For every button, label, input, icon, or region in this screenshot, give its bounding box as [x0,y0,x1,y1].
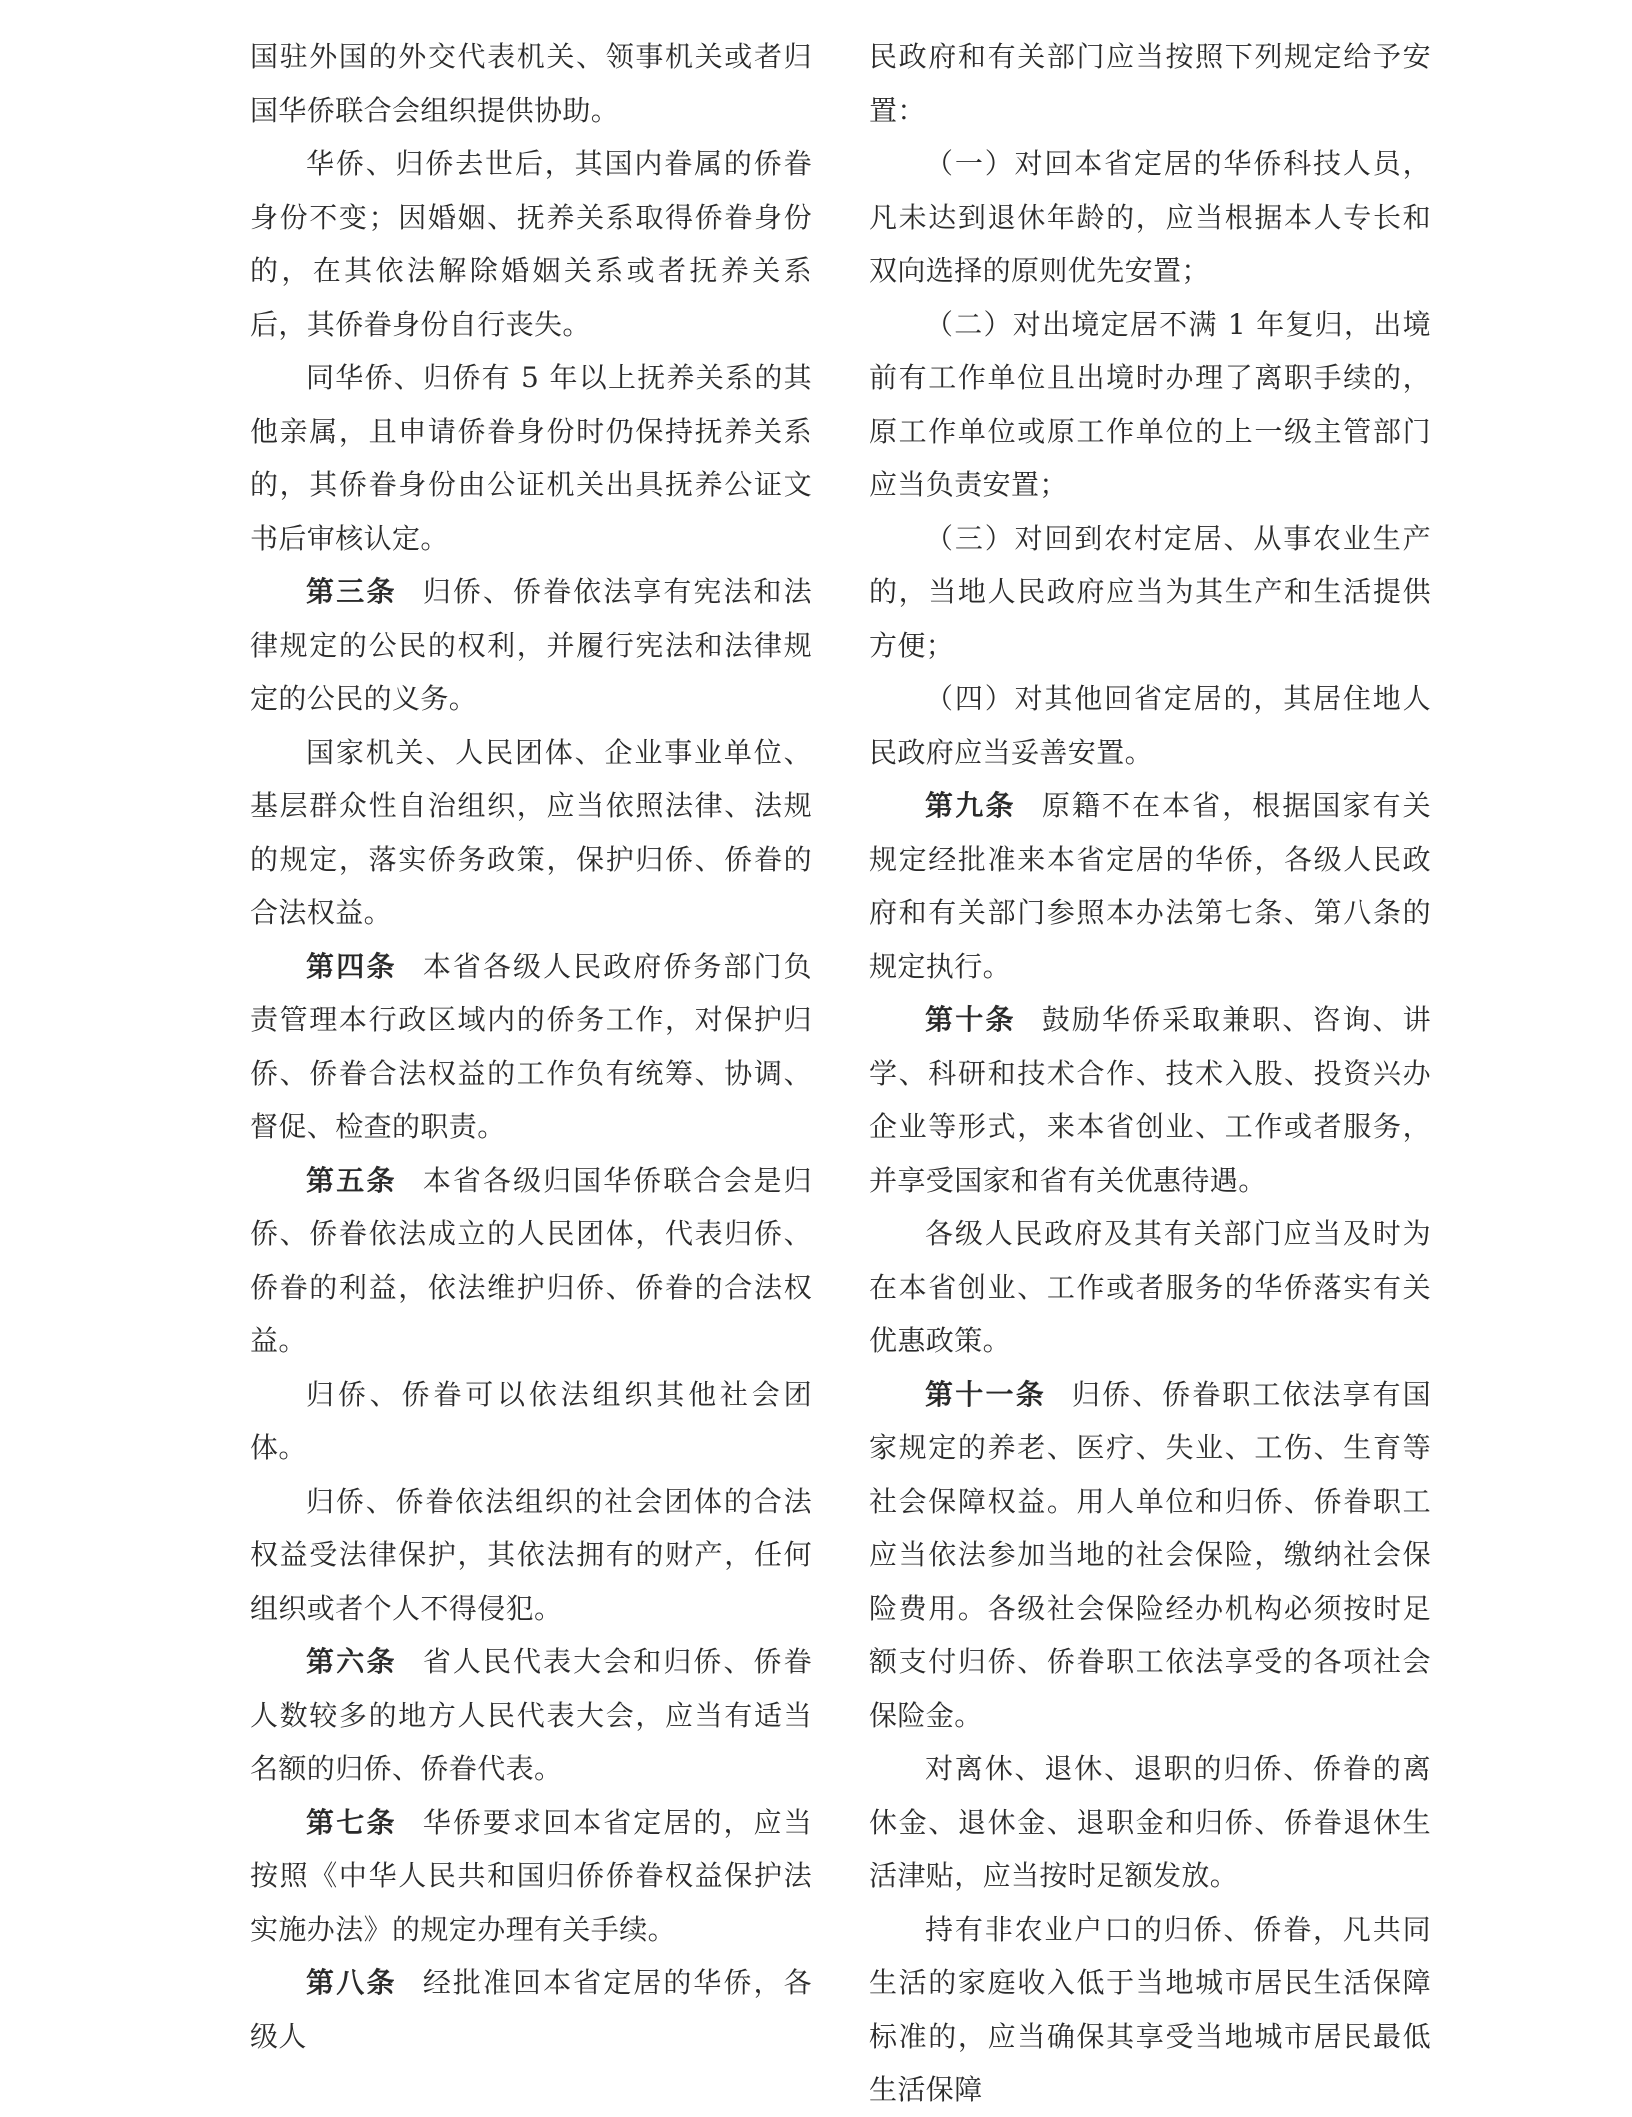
paragraph: 持有非农业户口的归侨、侨眷，凡共同生活的家庭收入低于当地城市居民生活保障标准的，应当确保其享受当地城市居民最低生活保障 [869,1912,1431,2106]
left-column [250,30,812,2063]
paragraph: 国家机关、人民团体、企业事业单位、基层群众性自治组织，应当依照法律、法规的规定，落实侨务政策，保护归侨、侨眷的合法权益。 [250,735,812,929]
article-9 [869,779,1431,993]
article-text: 本省各级人民政府侨务部门负责管理本行政区域内的侨务工作，对保护归侨、侨眷合法权益的工作负有统筹、协调、督促、检查的职责。 [250,949,813,1143]
paragraph: 各级人民政府及其有关部门应当及时为在本省创业、工作或者服务的华侨落实有关优惠政策。 [869,1217,1431,1357]
paragraph: 归侨、侨眷可以依法组织其他社会团体。 [250,1377,812,1464]
article-text: 鼓励华侨采取兼职、咨询、讲学、科研和技术合作、技术入股、投资兴办企业等形式，来本省创业、工作或者服务，并享受国家和省有关优惠待遇。 [869,1003,1432,1197]
paragraph: 国驻外国的外交代表机关、领事机关或者归国华侨联合会组织提供协助。 [250,40,812,127]
article-8 [250,1956,812,2063]
article-3 [250,565,812,726]
article-number: 第七条 [306,1805,397,1839]
article-4 [250,940,812,1154]
article-number: 第四条 [306,949,397,983]
article-number: 第十一条 [925,1377,1047,1411]
article-number: 第八条 [306,1966,397,1999]
article-number: 第五条 [306,1163,397,1197]
article-text: 原籍不在本省，根据国家有关规定经批准来本省定居的华侨，各级人民政府和有关部门参照本办法第七条、第八条的规定执行。 [869,789,1432,983]
paragraph: 对离休、退休、退职的归侨、侨眷的离休金、退休金、退职金和归侨、侨眷退休生活津贴，应当按时足额发放。 [869,1752,1431,1892]
list-item: （四）对其他回省定居的，其居住地人民政府应当妥善安置。 [869,682,1431,769]
article-text: 华侨要求回本省定居的，应当按照《中华人民共和国归侨侨眷权益保护法实施办法》的规定办理有关手续。 [250,1805,813,1946]
article-text: 经批准回本省定居的华侨，各级人 [250,1966,813,2053]
article-text: 本省各级归国华侨联合会是归侨、侨眷依法成立的人民团体，代表归侨、侨眷的利益，依法维护归侨、侨眷的合法权益。 [250,1163,813,1357]
right-column [869,30,1431,2117]
list-item: （一）对回本省定居的华侨科技人员，凡未达到退休年龄的，应当根据本人专长和双向选择的原则优先安置； [869,147,1431,287]
article-6 [250,1635,812,1796]
article-number: 第三条 [306,575,397,608]
article-11 [869,1368,1431,1743]
paragraph: 民政府和有关部门应当按照下列规定给予安置： [869,40,1431,127]
article-number: 第九条 [925,789,1016,822]
article-text: 归侨、侨眷职工依法享有国家规定的养老、医疗、失业、工伤、生育等社会保障权益。用人单位和归侨、侨眷职工应当依法参加当地的社会保险，缴纳社会保险费用。各级社会保险经办机构必须按时足额支付归侨、侨眷职工依法享受的各项社会保险金。 [869,1377,1431,1732]
article-7 [250,1796,812,1957]
paragraph: 华侨、归侨去世后，其国内眷属的侨眷身份不变；因婚姻、抚养关系取得侨眷身份的，在其依法解除婚姻关系或者抚养关系后，其侨眷身份自行丧失。 [250,147,812,341]
paragraph: 同华侨、归侨有 5 年以上抚养关系的其他亲属，且申请侨眷身份时仍保持抚养关系的，其侨眷身份由公证机关出具抚养公证文书后审核认定。 [250,361,812,555]
article-text: 省人民代表大会和归侨、侨眷人数较多的地方人民代表大会，应当有适当名额的归侨、侨眷代表。 [250,1645,813,1785]
article-text: 归侨、侨眷依法享有宪法和法律规定的公民的权利，并履行宪法和法律规定的公民的义务。 [250,575,813,715]
list-item: （二）对出境定居不满 1 年复归，出境前有工作单位且出境时办理了离职手续的，原工作单位或原工作单位的上一级主管部门应当负责安置； [869,307,1431,501]
paragraph: 归侨、侨眷依法组织的社会团体的合法权益受法律保护，其依法拥有的财产，任何组织或者个人不得侵犯。 [250,1484,812,1625]
article-10 [869,993,1431,1207]
article-number: 第十条 [925,1003,1016,1036]
list-item: （三）对回到农村定居、从事农业生产的，当地人民政府应当为其生产和生活提供方便； [869,521,1431,662]
article-5 [250,1154,812,1368]
article-number: 第六条 [306,1645,397,1678]
